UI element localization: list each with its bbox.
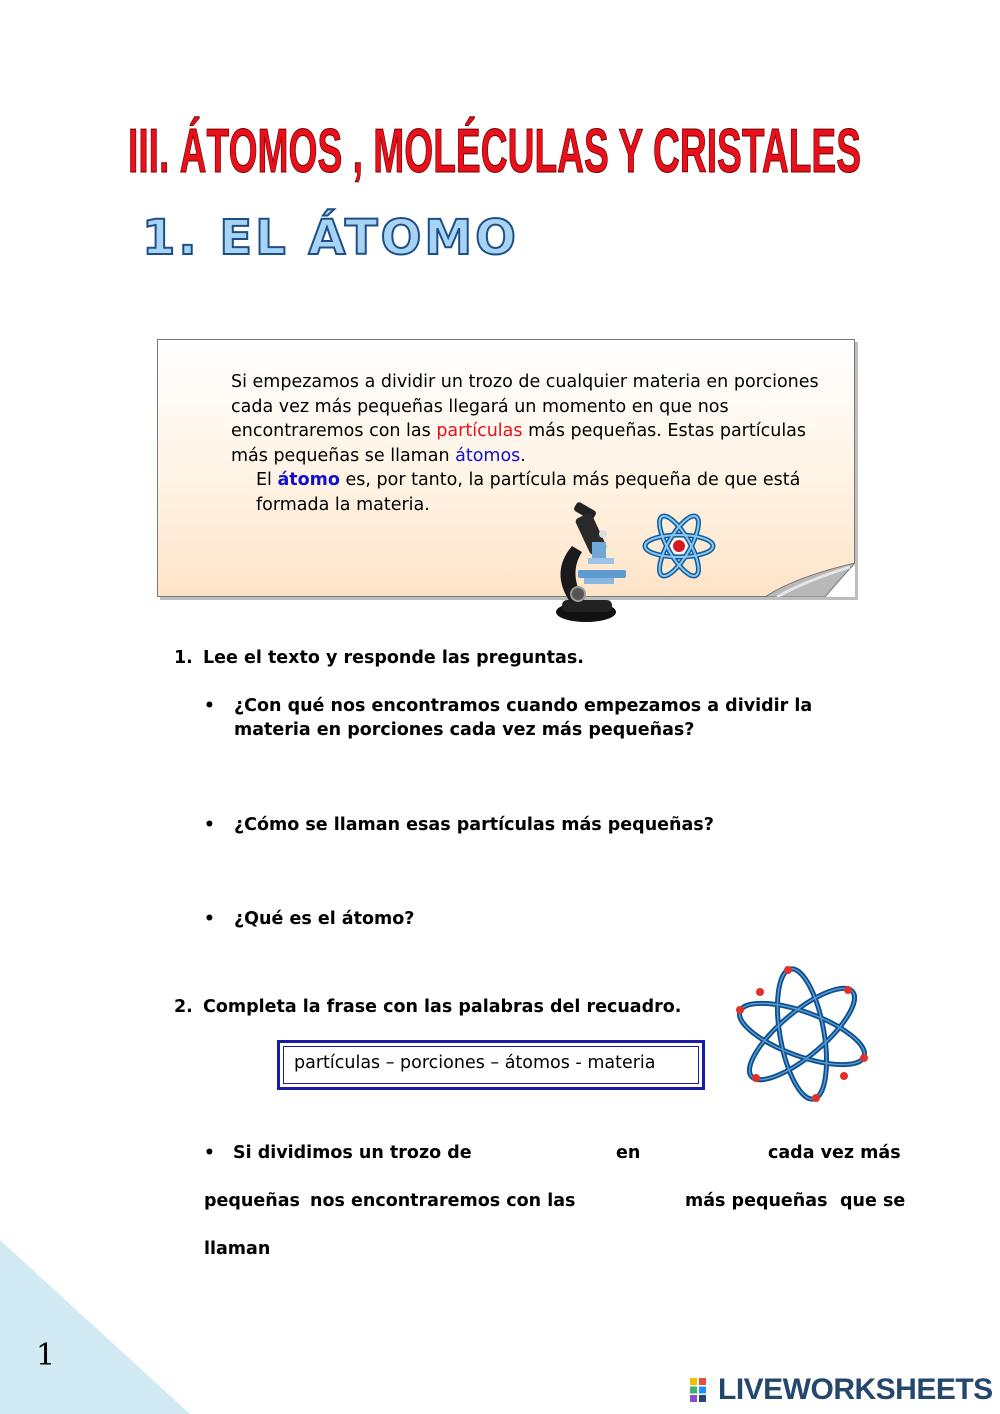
info-box <box>157 339 855 597</box>
sentence-part-1: Si dividimos un trozo de <box>233 1143 472 1163</box>
question-1 <box>204 694 844 742</box>
bullet-icon: • <box>204 696 215 716</box>
word-bank-box <box>277 1040 705 1090</box>
sentence-part-4: pequeñas <box>204 1191 300 1211</box>
info-text <box>171 370 839 517</box>
word-bank-text: partículas – porciones – átomos - materia <box>294 1053 656 1073</box>
question-1-text: ¿Con qué nos encontramos cuando empezamos a dividir la materia en porciones cada vez más pequeñas? <box>234 696 813 740</box>
atom-icon <box>640 512 718 580</box>
page-curl-icon <box>765 563 855 597</box>
page-number: 1 <box>36 1338 56 1373</box>
liveworksheets-brand: LIVEWORKSHEETS <box>718 1373 993 1406</box>
section-subtitle: 1. EL ÁTOMO <box>142 210 519 266</box>
exercise-1-title: Lee el texto y responde las preguntas. <box>203 648 584 668</box>
sentence-part-6: más pequeñas <box>685 1191 828 1211</box>
microscope-icon <box>548 502 630 624</box>
sentence-part-5: nos encontraremos con las <box>310 1191 576 1211</box>
highlight-atomo: átomo <box>277 470 340 490</box>
info-text-segment: El <box>256 470 278 490</box>
sentence-part-8: llaman <box>204 1239 271 1259</box>
liveworksheets-logo <box>690 1373 993 1406</box>
sentence-part-2: en <box>616 1143 641 1163</box>
liveworksheets-logo-icon <box>690 1378 716 1402</box>
highlight-particulas: partículas <box>436 421 523 441</box>
exercise-2-title: Completa la frase con las palabras del recuadro. <box>203 997 682 1017</box>
sentence-part-3: cada vez más <box>768 1143 901 1163</box>
info-text-segment: . <box>520 445 526 466</box>
bullet-icon: • <box>204 909 215 929</box>
info-text-segment: es, por tanto, la partícula más pequeña de que está formada la materia. <box>256 470 801 515</box>
question-2 <box>204 813 844 837</box>
bullet-icon: • <box>204 815 215 835</box>
sentence-part-7: que se <box>840 1191 906 1211</box>
info-paragraph-1 <box>171 370 839 468</box>
question-3-text: ¿Qué es el átomo? <box>234 909 415 929</box>
info-paragraph-2 <box>171 468 839 517</box>
corner-decoration <box>0 1240 190 1414</box>
exercise-1-number: 1. <box>174 648 193 668</box>
highlight-atomos: átomos <box>455 445 521 466</box>
info-text-segment: Si empezamos a dividir un trozo de cualquier materia en porciones cada vez más pequeñas llegará un momento en que nos encontraremos con las <box>231 372 819 441</box>
bullet-icon: • <box>204 1143 215 1163</box>
info-text-segment: más pequeñas. Estas partículas más pequeñas se llaman <box>231 421 807 466</box>
question-3 <box>204 907 844 931</box>
exercise-2-number: 2. <box>174 997 193 1017</box>
page-title: III. ÁTOMOS , MOLÉCULAS Y CRISTALES <box>128 117 862 186</box>
question-2-text: ¿Cómo se llaman esas partículas más pequeñas? <box>234 815 714 835</box>
atom-large-icon <box>730 962 875 1107</box>
